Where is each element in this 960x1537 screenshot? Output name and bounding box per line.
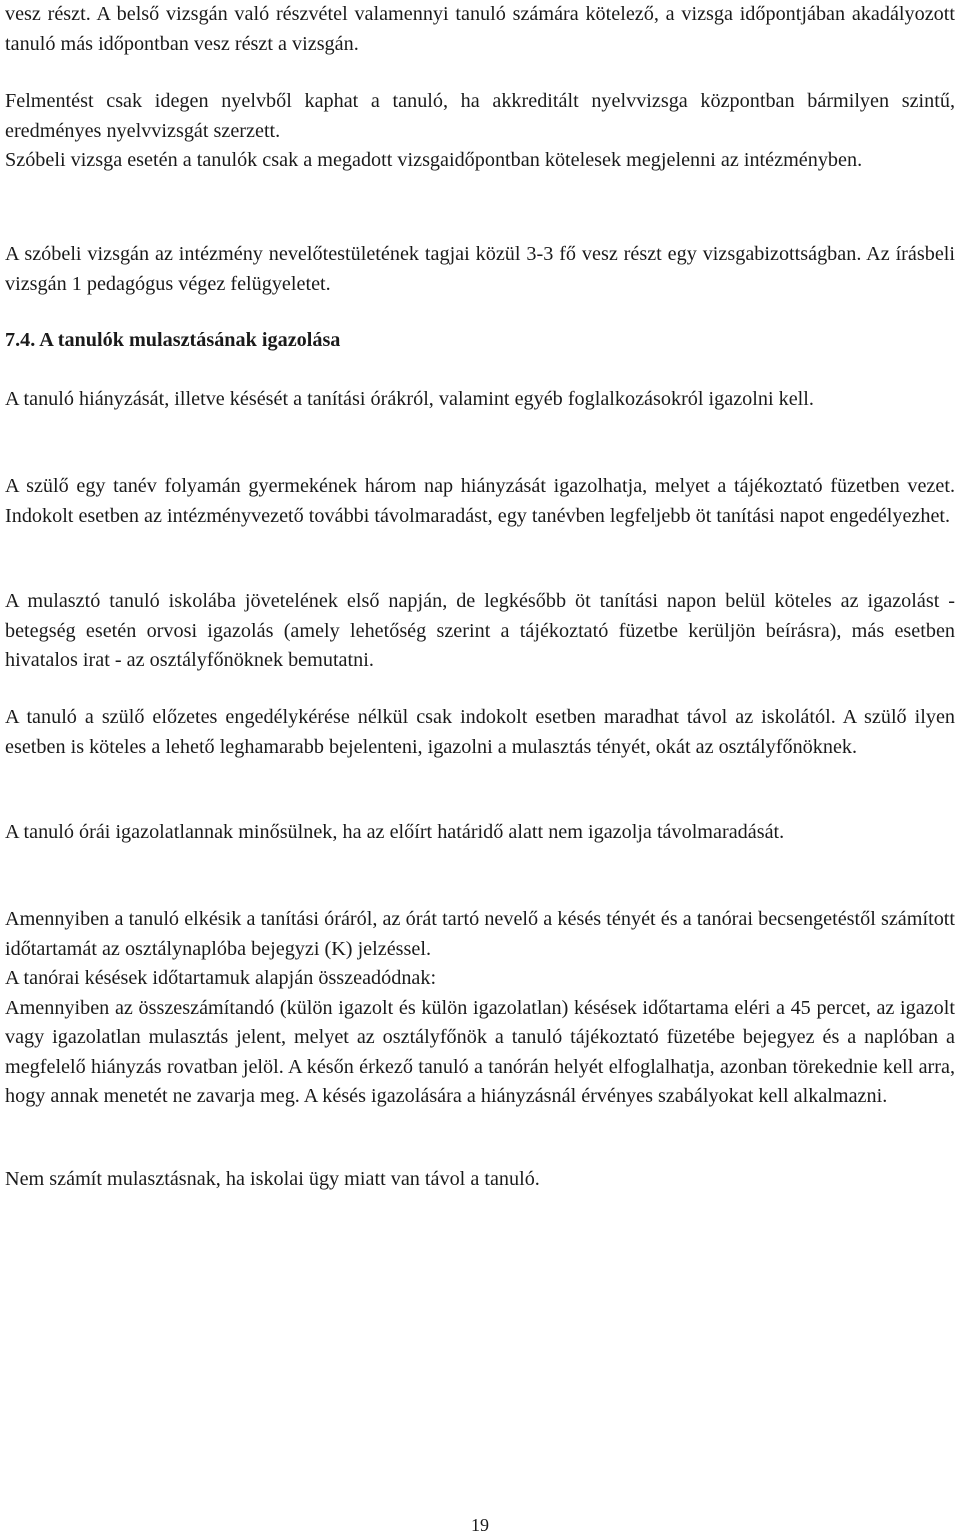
section-title: 7.4. A tanulók mulasztásának igazolása <box>5 329 341 351</box>
paragraph-text: A szülő egy tanév folyamán gyermekének három nap hiányzását igazolhatja, melyet a tájékoztató füzetben vezet. Indokolt esetben az intézményvezető további távolmaradást, egy tanévben legfeljebb öt tanítási napot engedélyezhet. <box>5 475 955 527</box>
paragraph-text: A tanórai késések időtartamuk alapján összeadódnak: <box>5 967 437 989</box>
paragraph-text: A mulasztó tanuló iskolába jövetelének első napján, de legkésőbb öt tanítási napon belül köteles az igazolást - betegség esetén orvosi igazolás (amely lehetőség szerint a tájékoztató füzetbe kerüljön beírásra), más esetben hivatalos irat - az osztályfőnöknek bemutatni. <box>5 590 955 671</box>
paragraph-text: A tanuló órái igazolatlannak minősülnek, ha az előírt határidő alatt nem igazolja távolmaradását. <box>5 821 785 843</box>
paragraph-prior-permission <box>5 703 955 762</box>
paragraph-certificate-deadline <box>5 587 955 676</box>
paragraph-text: Amennyiben a tanuló elkésik a tanítási óráról, az órát tartó nevelő a késés tényét és a tanórai becsengetéstől számított időtartamát az osztálynaplóba bejegyzi (K) jelzéssel. <box>5 908 955 960</box>
paragraph-unjustified <box>5 818 955 848</box>
paragraph-text: Szóbeli vizsga esetén a tanulók csak a megadott vizsgaidőpontban kötelesek megjelenni az intézményben. <box>5 149 863 171</box>
paragraph-text: Nem számít mulasztásnak, ha iskolai ügy miatt van távol a tanuló. <box>5 1168 540 1190</box>
paragraph-school-matter <box>5 1165 955 1195</box>
paragraph-text: vesz részt. A belső vizsgán való részvétel valamennyi tanuló számára kötelező, a vizsga időpontjában akadályozott tanuló más időpontban vesz részt a vizsgán. <box>5 3 955 55</box>
paragraph-exam-committee <box>5 240 955 299</box>
paragraph-absence-justification <box>5 385 955 415</box>
paragraph-parent-justification <box>5 472 955 531</box>
paragraph-text: A szóbeli vizsgán az intézmény nevelőtestületének tagjai közül 3-3 fő vesz részt egy vizsgabizottságban. Az írásbeli vizsgán 1 pedagógus végez felügyeletet. <box>5 243 955 295</box>
page-number: 19 <box>471 1515 489 1535</box>
paragraph-text: Amennyiben az összeszámítandó (külön igazolt és külön igazolatlan) késések időtartama eléri a 45 percet, az igazolt vagy igazolatlan mulasztás jelent, melyet az osztályfőnök a tanuló tájékoztató füzetébe bejegyez és a naplóban a megfelelő hiányzás rovatban jelöl. A későn érkező tanuló a tanórán helyét elfoglalhatja, azonban törekednie kell arra, hogy annak menetét ne zavarja meg. A késés igazolására a hiányzásnál érvényes szabályokat kell alkalmazni. <box>5 996 955 1107</box>
paragraph-text: Felmentést csak idegen nyelvből kaphat a tanuló, ha akkreditált nyelvvizsga központban bármilyen szintű, eredményes nyelvvizsgát szerzett. <box>5 90 955 142</box>
paragraph-exemption <box>5 87 955 176</box>
paragraph-lateness <box>5 905 955 1112</box>
paragraph-exam-participation <box>5 0 955 59</box>
section-heading <box>5 326 955 356</box>
paragraph-text: A tanuló hiányzását, illetve késését a tanítási órákról, valamint egyéb foglalkozásokról igazolni kell. <box>5 388 814 410</box>
paragraph-text: A tanuló a szülő előzetes engedélykérése nélkül csak indokolt esetben maradhat távol az iskolától. A szülő ilyen esetben is köteles a lehető leghamarabb bejelenteni, igazolni a mulasztás tényét, okát az osztályfőnöknek. <box>5 706 955 758</box>
